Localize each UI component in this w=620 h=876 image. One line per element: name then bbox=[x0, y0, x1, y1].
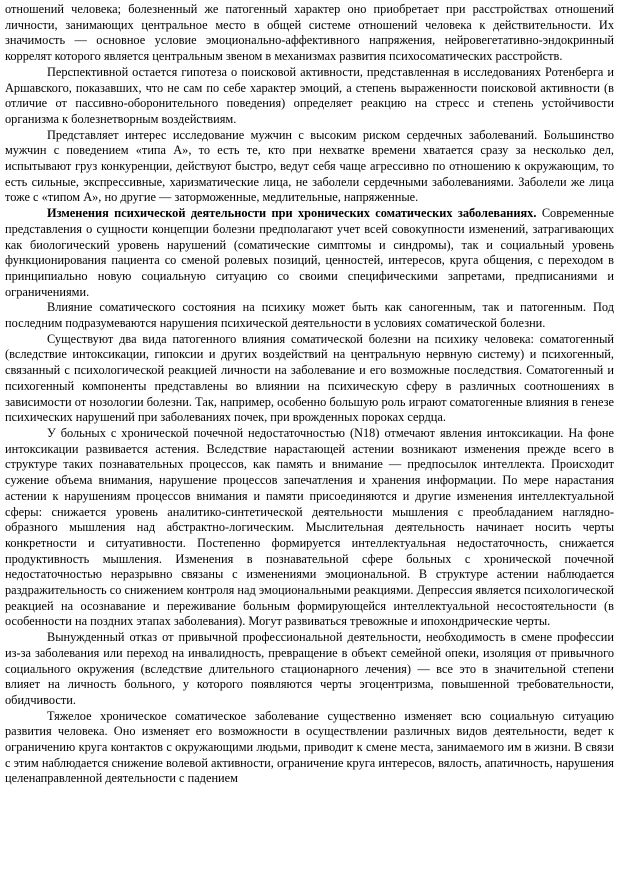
paragraph-8 bbox=[5, 630, 614, 709]
paragraph-4 bbox=[5, 206, 614, 300]
paragraph-7 bbox=[5, 426, 614, 630]
section-heading: Изменения психической деятельности при хронических соматических заболеваниях. bbox=[47, 206, 537, 221]
paragraph-1 bbox=[5, 2, 614, 65]
paragraph-text: У больных с хронической почечной недостаточностью (N18) отмечают явления интоксикации. На фоне интоксикации развивается астения. Вследствие нарастающей астении возникают изменения прежде всего в структуре таких познавательных процессов, как память и внимание — предпосылок интеллекта. Происходит сужение объема внимания, нарушение процессов запечатления и хранения информации. По мере нарастания астении к нарушениям процессов внимания и памяти присоединяются и другие изменения интеллектуальной сферы: снижается уровень аналитико-синтетической деятельности мышления с преобладанием наглядно-образного мышления над абстрактно-логическим. Мыслительная деятельность начинает носить черты конкретности и ситуативности. Постепенно формируется интеллектуальная недостаточность, снижается продуктивность мышления. Изменения в познавательной сфере больных с хронической почечной недостаточностью неразрывно связаны с изменениями эмоциональной. В структуре астении наблюдается раздражительность со снижением контроля над эмоциональными реакциями. Депрессия является психологической реакцией на осознавание и переживание больным формирующейся интеллектуальной несостоятельности (в особенности на поздних этапах заболевания). Могут развиваться тревожные и ипохондрические черты. bbox=[5, 425, 614, 629]
paragraph-text: Представляет интерес исследование мужчин с высоким риском сердечных заболеваний. Большинство мужчин с поведением «типа А», то есть те, кто при нехватке времени хватается сразу за несколько дел, испытывают груз конкуренции, действуют быстро, ведут себя чаще агрессивно по отношению к окружающим, то есть сильные, экспрессивные, харизматические лица, не заболели сердечными заболеваниями. Заболели же лица тоже с «типом А», но другие — заторможенные, медлительные, напряженные. bbox=[5, 127, 614, 205]
paragraph-text: отношений человека; болезненный же патогенный характер оно приобретает при расстройствах отношений личности, занимающих центральное место в общей системе отношений человека к действительности. Их значимость — основное условие эмоционально-аффективного напряжения, нейровегетативно-эндокринный коррелят которого является центральным звеном в механизмах развития психосоматических расстройств. bbox=[5, 2, 614, 64]
paragraph-9 bbox=[5, 709, 614, 788]
paragraph-6 bbox=[5, 332, 614, 426]
paragraph-text: Современные представления о сущности концепции болезни предполагают учет всей совокупности изменений, затрагивающих как биологический уровень нарушений (соматические симптомы и синдромы), так и социальный уровень функционирования пациента со сменой ролевых позиций, ценностей, интересов, круга общения, с переходом в принципиально новую социальную ситуацию со своими специфическими запретами, предписаниями и ограничениями. bbox=[5, 206, 614, 299]
paragraph-text: Существуют два вида патогенного влияния соматической болезни на психику человека: соматогенный (вследствие интоксикации, гипоксии и других воздействий на центральную нервную систему) и психогенный, связанный с психологической реакцией личности на заболевание и его возможные последствия. Соматогенный и психогенный компоненты представлены во влиянии на психическую сферу в различных соотношениях в зависимости от нозологии болезни. Так, например, особенно большую роль играют соматогенные влияния в генезе психических нарушений при заболеваниях почек, при врожденных пороках сердца. bbox=[5, 331, 614, 425]
paragraph-text: Влияние соматического состояния на психику может быть как саногенным, так и патогенным. Под последним подразумеваются нарушения психической деятельности в условиях соматической болезни. bbox=[5, 300, 614, 331]
paragraph-3 bbox=[5, 128, 614, 207]
paragraph-2 bbox=[5, 65, 614, 128]
paragraph-text: Вынужденный отказ от привычной профессиональной деятельности, необходимость в смене профессии из-за заболевания или переход на инвалидность, превращение в объект семейной опеки, изоляция от привычного социального окружения (вследствие длительного стационарного лечения) — все это в значительной степени влияет на личность больного, у которого появляются черты эгоцентризма, повышенной требовательности, обидчивости. bbox=[5, 630, 614, 707]
paragraph-text: Тяжелое хроническое соматическое заболевание существенно изменяет всю социальную ситуацию развития человека. Оно изменяет его возможности в осуществлении различных видов деятельности, ведет к ограничению круга контактов с окружающими людьми, приводит к смене места, занимаемого им в жизни. В связи с этим наблюдается снижение волевой активности, ограничение круга интересов, вялость, апатичность, нарушения целенаправленной деятельности с падением bbox=[5, 708, 614, 786]
paragraph-5 bbox=[5, 300, 614, 331]
paragraph-text: Перспективной остается гипотеза о поисковой активности, представленная в исследованиях Ротенберга и Аршавского, показавших, что не сам по себе характер эмоций, а степень выраженности поисковой активности (в отличие от пассивно-оборонительного поведения) определяет реакцию на стресс и степень устойчивости организма к болезнетворным воздействиям. bbox=[5, 64, 614, 126]
